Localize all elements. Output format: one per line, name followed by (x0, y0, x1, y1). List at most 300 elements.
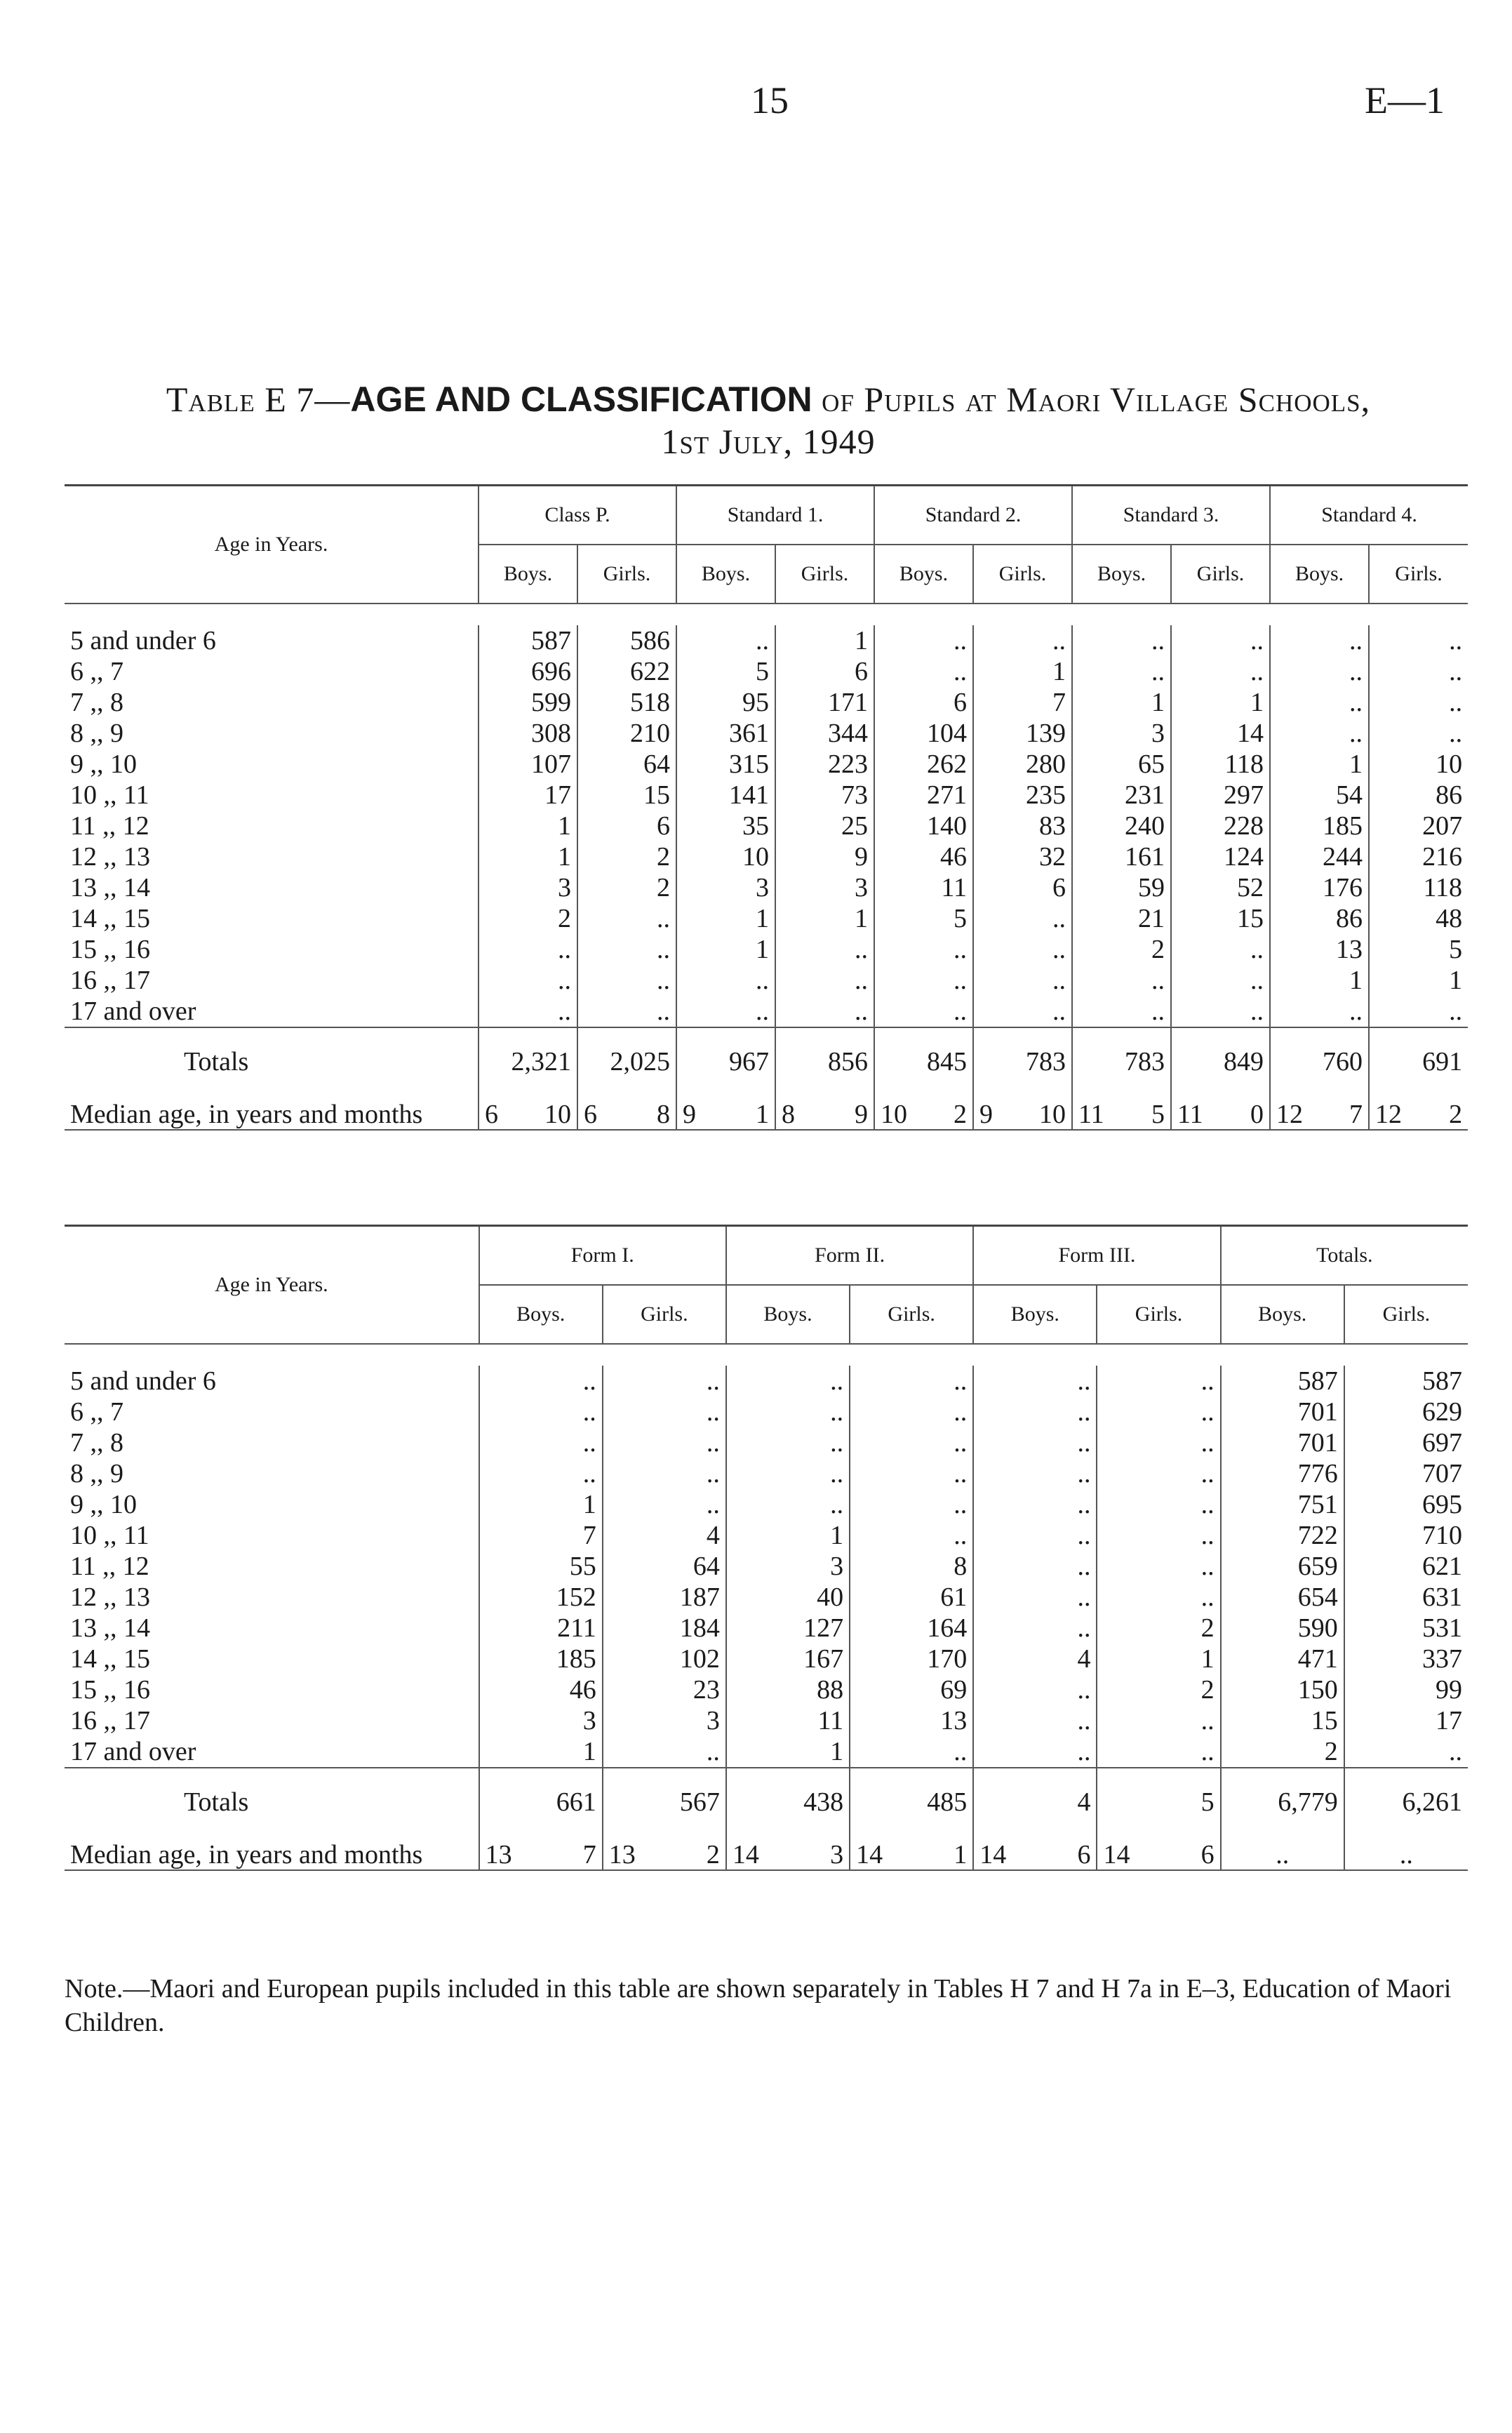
data-cell: 10 (1369, 749, 1468, 780)
data-cell: 590 (1221, 1613, 1344, 1644)
data-cell: 15 (1171, 903, 1270, 934)
data-cell: 171 (775, 687, 874, 718)
median-months: 2 (1449, 1100, 1463, 1129)
data-cell: 5 (1369, 934, 1468, 965)
data-cell: 52 (1171, 872, 1270, 903)
data-cell: 1 (775, 903, 874, 934)
data-cell: 1 (479, 811, 577, 841)
data-cell: .. (850, 1397, 973, 1427)
data-cell: 629 (1344, 1397, 1468, 1427)
data-cell: 104 (874, 718, 973, 749)
data-cell: .. (1171, 656, 1270, 687)
age-label: 13 ,, 14 (70, 873, 150, 902)
data-cell: 2 (479, 903, 577, 934)
median-years: 9 (979, 1100, 993, 1129)
median-row (65, 1820, 1468, 1870)
data-cell: 59 (1072, 872, 1171, 903)
boys-header: Boys. (479, 1285, 603, 1344)
median-months: 9 (855, 1100, 869, 1129)
data-cell: 4 (973, 1644, 1097, 1674)
median-months: 1 (954, 1840, 968, 1869)
total-cell: 5 (1097, 1768, 1220, 1820)
data-cell: 48 (1369, 903, 1468, 934)
group-header: Standard 2. (874, 486, 1072, 545)
data-cell: 207 (1369, 811, 1468, 841)
median-years: 9 (683, 1100, 696, 1129)
title-bold: AGE AND CLASSIFICATION (350, 380, 812, 419)
data-cell: 1 (479, 1736, 603, 1768)
age-label: 11 ,, 12 (70, 811, 149, 841)
table-title (63, 379, 1473, 420)
age-label: 9 ,, 10 (70, 749, 137, 779)
median-value (485, 1100, 571, 1129)
page-number: 15 (751, 79, 789, 121)
data-cell: 1 (973, 656, 1072, 687)
data-cell: .. (1097, 1736, 1220, 1768)
data-cell: 118 (1369, 872, 1468, 903)
data-cell: 3 (479, 1705, 603, 1736)
median-years: 14 (1103, 1840, 1130, 1869)
data-cell: 40 (726, 1582, 850, 1613)
median-value (1177, 1100, 1264, 1129)
girls-header: Girls. (850, 1285, 973, 1344)
median-cell (1072, 1080, 1171, 1130)
table-row (65, 1551, 1468, 1582)
data-cell: .. (479, 965, 577, 996)
data-cell: 337 (1344, 1644, 1468, 1674)
data-cell: .. (1072, 656, 1171, 687)
median-years: 13 (608, 1840, 636, 1869)
data-cell: 1 (726, 1736, 850, 1768)
data-cell: 621 (1344, 1551, 1468, 1582)
total-cell: 485 (850, 1768, 973, 1820)
median-months: 2 (706, 1840, 720, 1869)
data-cell: .. (850, 1736, 973, 1768)
total-cell: 967 (676, 1027, 775, 1080)
data-cell: .. (577, 903, 676, 934)
median-cell (479, 1820, 603, 1870)
age-label: 14 ,, 15 (70, 904, 150, 933)
data-cell: 1 (676, 903, 775, 934)
median-months: 2 (954, 1100, 968, 1129)
median-value (856, 1840, 967, 1869)
data-cell: 1 (1270, 749, 1369, 780)
median-value (732, 1840, 843, 1869)
data-cell: 4 (603, 1520, 726, 1551)
data-cell: .. (1097, 1397, 1220, 1427)
data-cell: 2 (577, 841, 676, 872)
data-cell: 1 (479, 1489, 603, 1520)
table-row (65, 1705, 1468, 1736)
data-cell: .. (775, 996, 874, 1027)
median-cell (1369, 1080, 1468, 1130)
data-cell: .. (973, 1489, 1097, 1520)
data-cell: .. (973, 1705, 1097, 1736)
boys-header: Boys. (479, 545, 577, 604)
median-value (1103, 1840, 1214, 1869)
data-cell: 1 (676, 934, 775, 965)
data-cell: .. (874, 965, 973, 996)
data-cell: .. (874, 996, 973, 1027)
data-cell: 150 (1221, 1674, 1344, 1705)
document-reference: E—1 (1365, 79, 1445, 121)
data-cell: 17 (479, 780, 577, 811)
data-cell: 11 (874, 872, 973, 903)
data-cell: 2 (577, 872, 676, 903)
data-cell: 6 (775, 656, 874, 687)
data-cell: .. (973, 1736, 1097, 1768)
data-cell: 99 (1344, 1674, 1468, 1705)
data-cell: .. (1270, 996, 1369, 1027)
table-row (65, 1489, 1468, 1520)
median-value (1276, 1100, 1363, 1129)
data-cell: 697 (1344, 1427, 1468, 1458)
median-years: 14 (979, 1840, 1007, 1869)
age-label: 7 ,, 8 (70, 688, 123, 717)
table-row (65, 996, 1468, 1027)
median-months: 1 (756, 1100, 769, 1129)
data-cell: .. (603, 1366, 726, 1397)
data-cell: 10 (676, 841, 775, 872)
table-row (65, 811, 1468, 841)
data-cell: 244 (1270, 841, 1369, 872)
data-cell: 170 (850, 1644, 973, 1674)
girls-header: Girls. (775, 545, 874, 604)
table-row (65, 934, 1468, 965)
table-note: Note.—Maori and European pupils included in this table are shown separately in Tables H 7 and H 7a in E–3, Education of Maori Children. (65, 1974, 1452, 2037)
total-cell: 2,025 (577, 1027, 676, 1080)
data-cell: 32 (973, 841, 1072, 872)
median-value (609, 1840, 720, 1869)
data-cell: 6 (874, 687, 973, 718)
data-cell: .. (726, 1366, 850, 1397)
data-cell: 240 (1072, 811, 1171, 841)
age-label: 7 ,, 8 (70, 1428, 123, 1458)
group-header: Form III. (973, 1226, 1220, 1286)
data-cell: 586 (577, 625, 676, 656)
data-cell: 1 (726, 1520, 850, 1551)
median-value (683, 1100, 769, 1129)
group-header: Standard 1. (676, 486, 874, 545)
data-cell: 187 (603, 1582, 726, 1613)
data-cell: 223 (775, 749, 874, 780)
median-cell (973, 1820, 1097, 1870)
boys-header: Boys. (874, 545, 973, 604)
girls-header: Girls. (1097, 1285, 1220, 1344)
median-months: 10 (544, 1100, 571, 1129)
median-value (881, 1100, 967, 1129)
boys-header: Boys. (1072, 545, 1171, 604)
girls-header: Girls. (973, 545, 1072, 604)
age-label: 5 and under 6 (70, 626, 216, 655)
data-cell: .. (479, 1458, 603, 1489)
data-cell: 622 (577, 656, 676, 687)
median-years: 6 (584, 1100, 597, 1129)
data-cell: 701 (1221, 1427, 1344, 1458)
data-cell: .. (973, 996, 1072, 1027)
data-cell: 65 (1072, 749, 1171, 780)
data-cell: 228 (1171, 811, 1270, 841)
median-value (979, 1100, 1066, 1129)
girls-header: Girls. (603, 1285, 726, 1344)
age-label: 15 ,, 16 (70, 935, 150, 964)
data-cell: .. (1270, 718, 1369, 749)
data-cell: 631 (1344, 1582, 1468, 1613)
median-years: 6 (485, 1100, 498, 1129)
data-cell: 5 (874, 903, 973, 934)
age-label: 8 ,, 9 (70, 719, 123, 748)
total-cell: 2,321 (479, 1027, 577, 1080)
table-row (65, 1366, 1468, 1397)
median-cell (1221, 1820, 1344, 1870)
data-cell: 707 (1344, 1458, 1468, 1489)
data-cell: .. (603, 1397, 726, 1427)
data-cell: 141 (676, 780, 775, 811)
median-years: 14 (856, 1840, 883, 1869)
data-cell: 210 (577, 718, 676, 749)
data-cell: .. (850, 1489, 973, 1520)
data-cell: .. (726, 1427, 850, 1458)
data-cell: 1 (1270, 965, 1369, 996)
age-label: 11 ,, 12 (70, 1552, 149, 1581)
boys-header: Boys. (676, 545, 775, 604)
boys-header: Boys. (973, 1285, 1097, 1344)
data-cell: .. (1072, 996, 1171, 1027)
data-cell: 7 (479, 1520, 603, 1551)
total-cell: 6,779 (1221, 1768, 1344, 1820)
data-cell: 161 (1072, 841, 1171, 872)
table-row (65, 1736, 1468, 1768)
table-subtitle: 1st July, 1949 (661, 422, 876, 461)
median-years: 11 (1078, 1100, 1104, 1129)
data-cell: 185 (479, 1644, 603, 1674)
median-value (1078, 1100, 1165, 1129)
table-row (65, 1520, 1468, 1551)
data-cell: 184 (603, 1613, 726, 1644)
data-cell: 124 (1171, 841, 1270, 872)
median-cell (850, 1820, 973, 1870)
totals-row (65, 1027, 1468, 1080)
data-cell: 11 (726, 1705, 850, 1736)
age-label: 12 ,, 13 (70, 842, 150, 872)
data-cell: .. (676, 996, 775, 1027)
age-label: 8 ,, 9 (70, 1459, 123, 1488)
data-cell: .. (603, 1489, 726, 1520)
data-cell: 518 (577, 687, 676, 718)
data-cell: .. (973, 625, 1072, 656)
data-cell: .. (973, 965, 1072, 996)
data-cell: 139 (973, 718, 1072, 749)
median-label: Median age, in years and months (65, 1820, 479, 1870)
data-cell: 1 (479, 841, 577, 872)
data-cell: 587 (479, 625, 577, 656)
data-cell: 8 (850, 1551, 973, 1582)
median-value: .. (1276, 1840, 1290, 1869)
boys-header: Boys. (726, 1285, 850, 1344)
data-cell: 531 (1344, 1613, 1468, 1644)
data-cell: 25 (775, 811, 874, 841)
median-value (979, 1840, 1090, 1869)
data-cell: .. (603, 1736, 726, 1768)
table-row (65, 625, 1468, 656)
data-cell: 3 (775, 872, 874, 903)
data-cell: .. (874, 656, 973, 687)
data-cell: 167 (726, 1644, 850, 1674)
data-cell: 7 (973, 687, 1072, 718)
median-months: 10 (1039, 1100, 1066, 1129)
median-value (584, 1100, 670, 1129)
median-cell (775, 1080, 874, 1130)
data-cell: .. (577, 934, 676, 965)
median-months: 6 (1077, 1840, 1091, 1869)
median-months: 0 (1250, 1100, 1264, 1129)
data-cell: 55 (479, 1551, 603, 1582)
age-label: 5 and under 6 (70, 1366, 216, 1396)
title-prefix: Table E 7— (166, 380, 351, 419)
table-row (65, 1644, 1468, 1674)
data-cell: 1 (775, 625, 874, 656)
data-cell: .. (973, 1613, 1097, 1644)
data-cell: 599 (479, 687, 577, 718)
data-cell: .. (1097, 1520, 1220, 1551)
table-row (65, 1397, 1468, 1427)
median-months: 5 (1151, 1100, 1165, 1129)
data-cell: .. (973, 1366, 1097, 1397)
data-cell: .. (603, 1427, 726, 1458)
data-cell: .. (1171, 996, 1270, 1027)
data-cell: 696 (479, 656, 577, 687)
data-cell: 3 (479, 872, 577, 903)
data-cell: 107 (479, 749, 577, 780)
data-cell: 235 (973, 780, 1072, 811)
median-years: 11 (1177, 1100, 1203, 1129)
data-cell: 140 (874, 811, 973, 841)
table-row (65, 656, 1468, 687)
median-months: 7 (1349, 1100, 1363, 1129)
median-years: 12 (1276, 1100, 1304, 1129)
classification-table-forms (65, 1225, 1468, 1871)
data-cell: 46 (479, 1674, 603, 1705)
data-cell: 73 (775, 780, 874, 811)
data-cell: 5 (676, 656, 775, 687)
median-months: 8 (657, 1100, 670, 1129)
median-cell (577, 1080, 676, 1130)
totals-label: Totals (65, 1027, 479, 1080)
data-cell: 13 (850, 1705, 973, 1736)
data-cell: .. (1270, 656, 1369, 687)
table-row (65, 1458, 1468, 1489)
group-header: Class P. (479, 486, 676, 545)
data-cell: .. (973, 903, 1072, 934)
data-cell: 69 (850, 1674, 973, 1705)
data-cell: .. (1072, 625, 1171, 656)
data-cell: .. (973, 1674, 1097, 1705)
data-cell: .. (1097, 1458, 1220, 1489)
data-cell: .. (1171, 965, 1270, 996)
age-label: 16 ,, 17 (70, 966, 150, 995)
data-cell: 88 (726, 1674, 850, 1705)
median-cell (874, 1080, 973, 1130)
age-label: 10 ,, 11 (70, 780, 149, 810)
median-value (1375, 1100, 1462, 1129)
data-cell: .. (874, 625, 973, 656)
data-cell: .. (1171, 625, 1270, 656)
data-cell: .. (850, 1366, 973, 1397)
age-label: 12 ,, 13 (70, 1582, 150, 1612)
data-cell: .. (1072, 965, 1171, 996)
median-cell (1270, 1080, 1369, 1130)
median-row (65, 1080, 1468, 1130)
total-cell: 856 (775, 1027, 874, 1080)
data-cell: 308 (479, 718, 577, 749)
data-cell: .. (1270, 687, 1369, 718)
data-cell: .. (1171, 934, 1270, 965)
median-cell (726, 1820, 850, 1870)
data-cell: 46 (874, 841, 973, 872)
data-cell: .. (874, 934, 973, 965)
data-cell: .. (726, 1397, 850, 1427)
data-cell: 1 (1097, 1644, 1220, 1674)
data-cell: .. (577, 996, 676, 1027)
data-cell: 297 (1171, 780, 1270, 811)
group-header: Form I. (479, 1226, 726, 1286)
data-cell: .. (479, 1397, 603, 1427)
data-cell: 21 (1072, 903, 1171, 934)
data-cell: 280 (973, 749, 1072, 780)
data-cell: .. (973, 1551, 1097, 1582)
median-cell (1097, 1820, 1220, 1870)
totals-label: Totals (65, 1768, 479, 1820)
data-cell: .. (1369, 687, 1468, 718)
data-cell: 659 (1221, 1551, 1344, 1582)
data-cell: 1 (1072, 687, 1171, 718)
data-cell: 118 (1171, 749, 1270, 780)
data-cell: 83 (973, 811, 1072, 841)
median-cell (603, 1820, 726, 1870)
data-cell: 701 (1221, 1397, 1344, 1427)
boys-header: Boys. (1270, 545, 1369, 604)
table-row (65, 718, 1468, 749)
total-cell: 691 (1369, 1027, 1468, 1080)
data-cell: .. (726, 1458, 850, 1489)
data-cell: 344 (775, 718, 874, 749)
data-cell: 15 (1221, 1705, 1344, 1736)
table-row (65, 1674, 1468, 1705)
table-row (65, 872, 1468, 903)
data-cell: 1 (1369, 965, 1468, 996)
age-label: 16 ,, 17 (70, 1706, 150, 1735)
data-cell: 751 (1221, 1489, 1344, 1520)
data-cell: .. (973, 1397, 1097, 1427)
data-cell: .. (479, 934, 577, 965)
table-row (65, 1613, 1468, 1644)
data-cell: 722 (1221, 1520, 1344, 1551)
data-cell: 3 (603, 1705, 726, 1736)
table-row (65, 1427, 1468, 1458)
total-cell: 760 (1270, 1027, 1369, 1080)
data-cell: 776 (1221, 1458, 1344, 1489)
median-months: 3 (830, 1840, 844, 1869)
data-cell: 2 (1097, 1613, 1220, 1644)
table-row (65, 965, 1468, 996)
data-cell: 13 (1270, 934, 1369, 965)
median-years: 8 (782, 1100, 795, 1129)
age-label: 6 ,, 7 (70, 1397, 123, 1427)
data-cell: 216 (1369, 841, 1468, 872)
total-cell: 6,261 (1344, 1768, 1468, 1820)
data-cell: 152 (479, 1582, 603, 1613)
total-cell: 661 (479, 1768, 603, 1820)
